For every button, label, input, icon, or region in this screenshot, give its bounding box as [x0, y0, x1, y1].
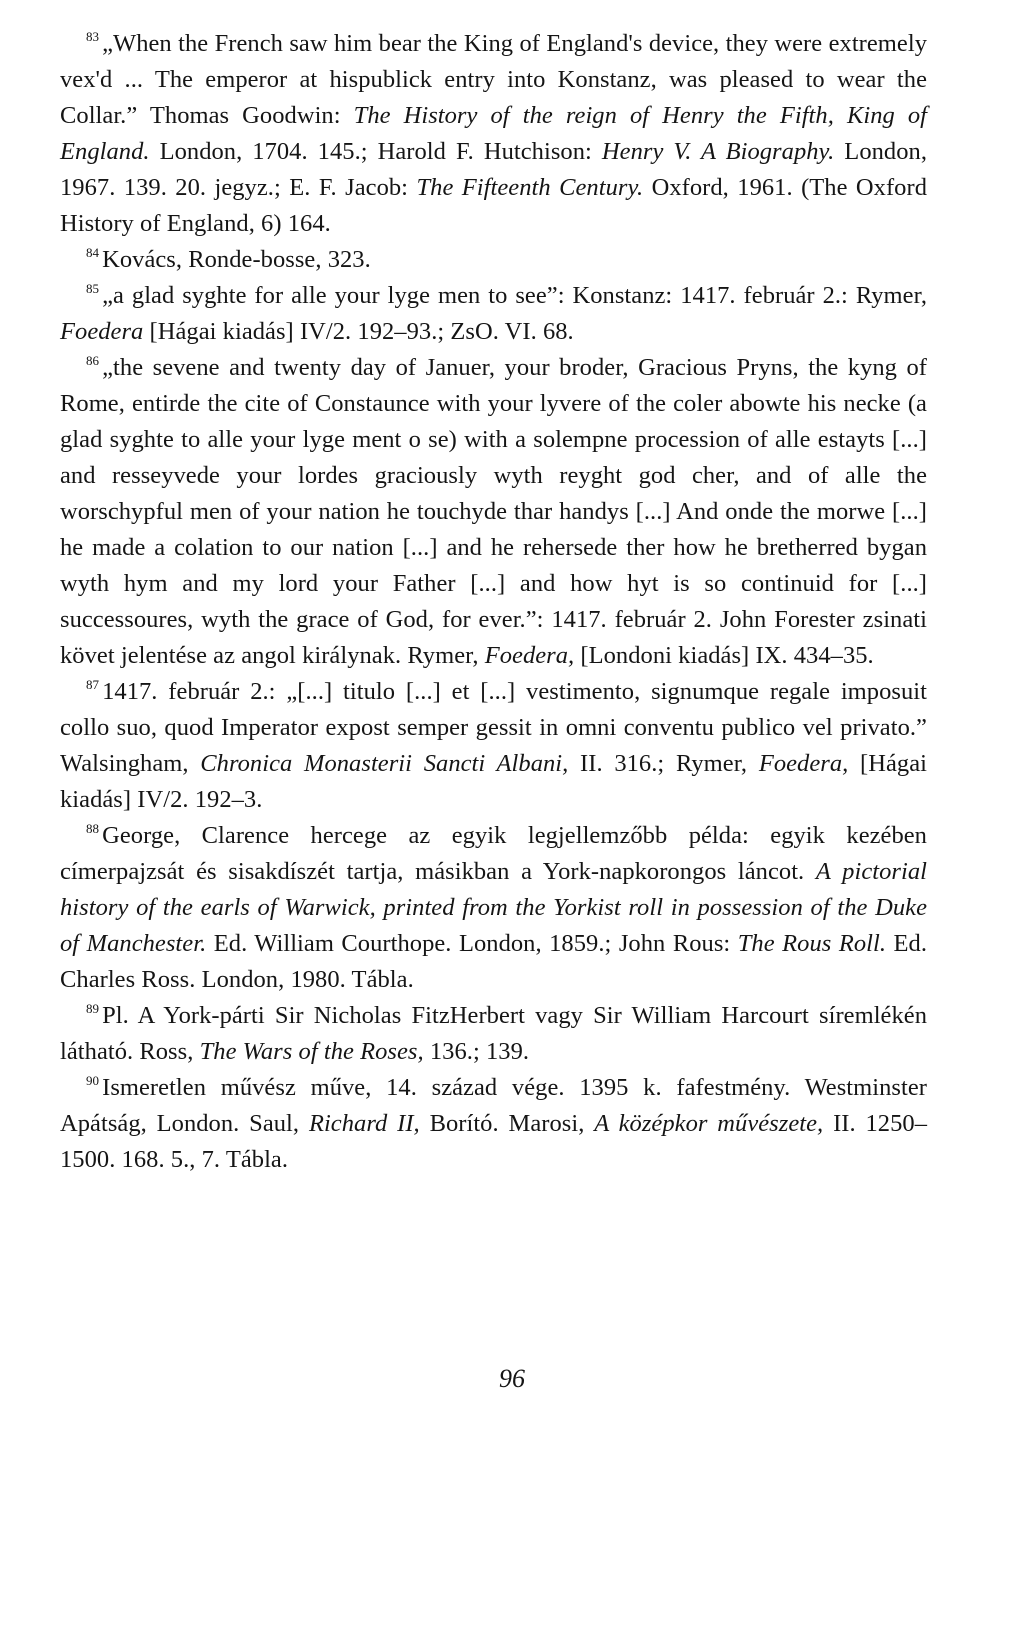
footnote-text: „a glad syghte for alle your lyge men to see”: Konstanz: 1417. február 2.: Rymer, [102, 282, 927, 309]
footnote-text: London, 1704. 145.; Harold F. Hutchison: [149, 138, 602, 165]
footnote-84 [60, 242, 927, 278]
footnote-text: Ismeretlen művész műve, 14. század vége. 1395 k. fafestmény. Westminster Apátság, London. Saul, [60, 1074, 927, 1137]
footnote-text: [Hágai kiadás] IV/2. 192–3. [60, 750, 928, 813]
footnote-title-italic: The Rous Roll. [737, 930, 887, 957]
footnote-text: „When the French saw him bear the King of England's device, they were extremely vex'd ... The emperor at hispublick entry into Konstanz, was pleased to wear the Collar.” Thomas Goodwin: [60, 30, 927, 129]
footnote-marker: 84 [86, 245, 100, 260]
footnote-89 [60, 998, 927, 1070]
footnote-title-italic: Foedera, [758, 750, 849, 777]
footnote-text: „the sevene and twenty day of Januer, your broder, Gracious Pryns, the kyng of Rome, entirde the cite of Constaunce with your lyvere of the coler abowte his necke (a glad syghte to alle your lyge ment o se) with a solempne procession of alle estayts [...] and resseyvede your lordes graciously wyth reyght god cher, and of alle the worschypful men of your nation he touchyde thar handys [...] And onde the morwe [...] he made a colation to our nation [...] and he rehersede ther how he bretherred bygan wyth hym and my lord your Father [...] and how hyt is so continuid for [...] successoures, wyth the grace of God, for ever.”: 1417. február 2. John Forester zsinati követ jelentése az angol királynak. Rymer, [60, 354, 927, 669]
footnote-title-italic: Foedera, [484, 642, 575, 669]
footnote-text: 1417. február 2.: „[...] titulo [...] et [...] vestimento, signumque regale imposuit collo suo, quod Imperator expost semper gessit in omni conventu publico vel privato.” Walsingham, [60, 678, 927, 777]
footnote-marker: 88 [86, 821, 100, 836]
footnote-85 [60, 278, 927, 350]
footnote-text: Ed. Charles Ross. London, 1980. Tábla. [60, 930, 928, 993]
footnote-title-italic: Chronica Monasterii Sancti Albani, [200, 750, 569, 777]
footnote-title-italic: Henry V. A Biography. [601, 138, 835, 165]
footnote-marker: 83 [86, 29, 100, 44]
footnote-88 [60, 818, 927, 998]
footnote-title-italic: A pictorial history of the earls of Warwick, printed from the Yorkist roll in possession of the Duke of Manchester. [60, 858, 927, 957]
footnote-text: Kovács, Ronde-bosse, 323. [102, 246, 371, 273]
footnote-text: II. 1250–1500. 168. 5., 7. Tábla. [60, 1110, 927, 1173]
footnote-title-italic: A középkor művészete, [594, 1110, 824, 1137]
footnote-text: London, 1967. 139. 20. jegyz.; E. F. Jacob: [60, 138, 928, 201]
footnote-text: Ed. William Courthope. London, 1859.; John Rous: [206, 930, 738, 957]
footnote-title-italic: Foedera [60, 318, 144, 345]
footnote-marker: 86 [86, 353, 100, 368]
footnote-text: II. 316.; Rymer, [568, 750, 759, 777]
footnotes-block [60, 26, 927, 1178]
footnote-marker: 87 [86, 677, 100, 692]
footnote-text: 136.; 139. [423, 1038, 530, 1065]
footnote-text: [Hágai kiadás] IV/2. 192–93.; ZsO. VI. 68. [143, 318, 574, 345]
page-number: 96 [499, 1364, 525, 1393]
footnote-text: George, Clarence hercege az egyik legjellemzőbb példa: egyik kezében címerpajzsát és sisakdíszét tartja, másikban a York-napkorongos láncot. [60, 822, 927, 885]
footnote-83 [60, 26, 927, 242]
footnote-title-italic: The History of the reign of Henry the Fifth, King of England. [60, 102, 928, 165]
footnote-title-italic: The Wars of the Roses, [199, 1038, 424, 1065]
footnote-text: Borító. Marosi, [419, 1110, 595, 1137]
footnote-text: Pl. A York-párti Sir Nicholas FitzHerbert vagy Sir William Harcourt síremlékén látható. Ross, [60, 1002, 927, 1065]
footnote-text: [Londoni kiadás] IX. 434–35. [574, 642, 874, 669]
footnote-90 [60, 1070, 927, 1178]
footnote-title-italic: Richard II, [308, 1110, 420, 1137]
footnote-86 [60, 350, 927, 674]
footnote-title-italic: The Fifteenth Century. [416, 174, 644, 201]
footnote-marker: 90 [86, 1073, 100, 1088]
footnote-marker: 85 [86, 281, 100, 296]
footnote-marker: 89 [86, 1001, 100, 1016]
footnote-text: Oxford, 1961. (The Oxford History of England, 6) 164. [60, 174, 927, 237]
footnote-87 [60, 674, 927, 818]
